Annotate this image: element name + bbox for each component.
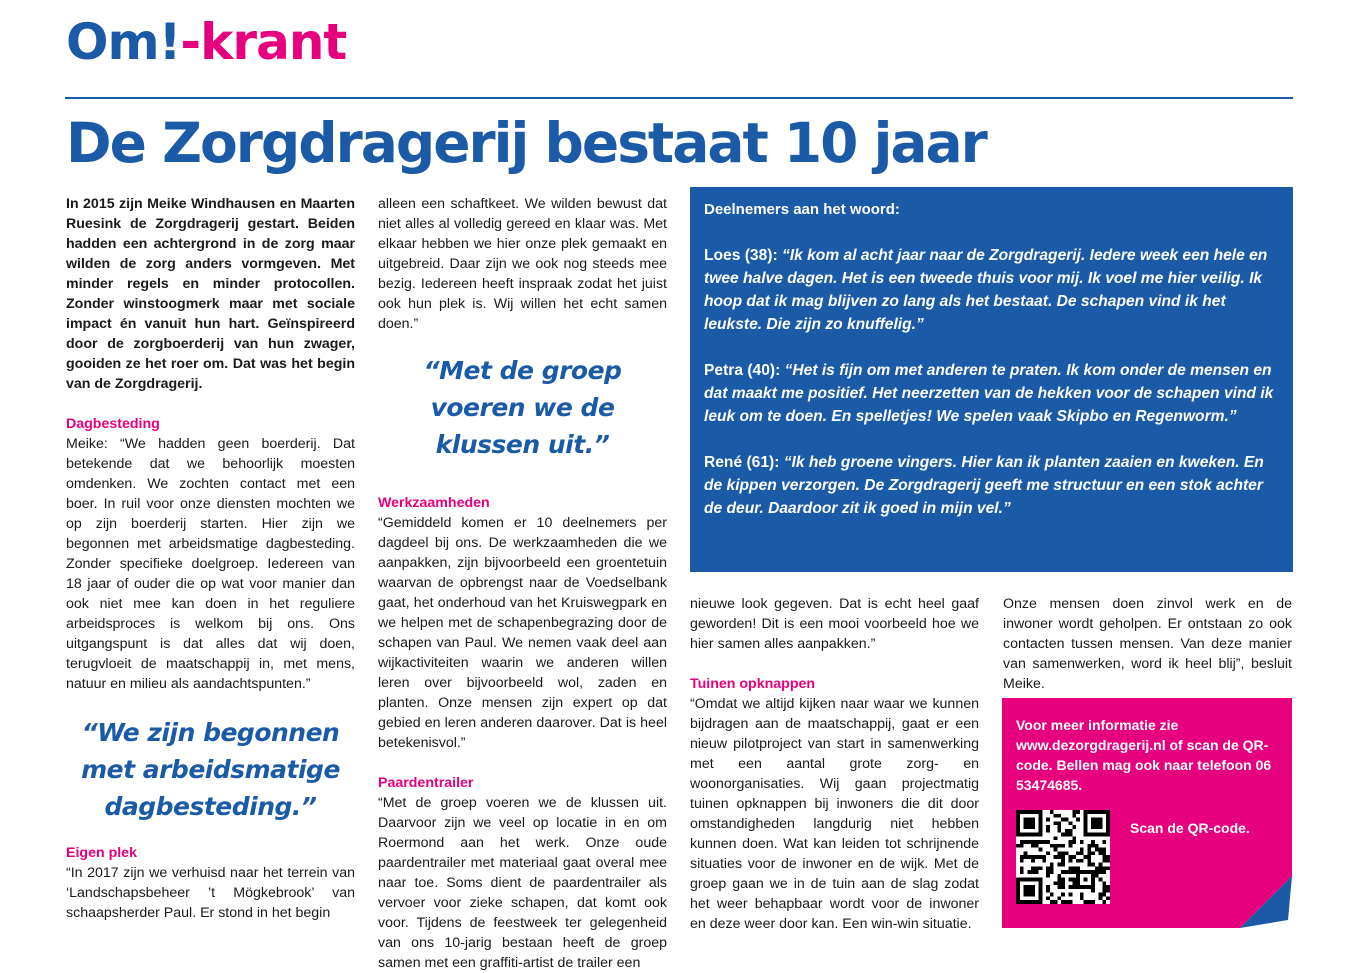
subheading-dagbesteding: Dagbesteding (66, 416, 160, 432)
article-column-1 (66, 194, 355, 923)
scan-qr-label: Scan de QR-code. (1130, 820, 1250, 836)
article-column-3 (690, 594, 979, 934)
paragraph-werkzaamheden: “Gemiddeld komen er 10 deelnemers per dagdeel bij ons. De werkzaamheden die we aanpakken, zijn bijvoorbeeld een groentetuin waarvan de opbrengst naar de Voedselbank gaat, het onderhoud van het Kruiswegpark en we helpen met de schapenbegrazing door de schapen van Paul. We nemen vaak deel aan wijkactiviteiten waarin we anderen willen leren over bijvoorbeeld wol, zaden en planten. Onze mensen zijn expert op dat gebied en leren anderen daarover. Dat is heel betekenisvol.” (378, 515, 667, 751)
pull-quote-2: “Met de groep voeren we de klussen uit.” (423, 356, 622, 459)
paragraph-dagbesteding: Meike: “We hadden geen boerderij. Dat betekende dat we behoorlijk moesten omdenken. We zochten contact met een boer. In ruil voor onze diensten mochten we op zijn boerderij starten. Hier zijn we begonnen met arbeidsmatige dagbesteding. Zonder specifieke doelgroep. Iedereen van 18 jaar of ouder die op wat voor manier dan ook niet mee kan doen in het reguliere arbeidsproces is welkom bij ons. Ons uitgangspunt is dat alles dat wij doen, terugvloeit de maatschappij in, met mens, natuur en milieu als aandachtspunten.” (66, 436, 355, 692)
paragraph-nieuwe-look: nieuwe look gegeven. Dat is echt heel gaaf geworden! Dit is een mooi voorbeeld hoe we hier samen alles aanpakken.” (690, 596, 979, 652)
paragraph-paardentrailer: “Met de groep voeren we de klussen uit. Daarvoor zijn we veel op locatie in en om Roermond aan het werk. Onze oude paardentrailer met materiaal gaat overal mee naar toe. Soms dient de paardentrailer als vervoer voor zieke schapen, dat komt ook voor. Tijdens de feestweek ter gelegenheid van ons 10-jarig bestaan heeft de groep samen met een graffiti-artist de trailer een (378, 795, 667, 971)
participant-quote-rene (704, 451, 1279, 520)
participant-text: “Ik kom al acht jaar naar de Zorgdragerij. Iedere week een hele en twee halve dagen. Het is een tweede thuis voor mij. Ik voel me hier veilig. Ik hoop dat ik mag blijven zo lang als het bestaat. De schapen vind ik het leukste. Die zijn zo knuffelig.” (704, 247, 1268, 333)
paragraph-slot: Onze mensen doen zinvol werk en de inwoner wordt geholpen. Er ontstaan zo ook contacten tussen mensen. Van deze manier van samenwerken, word ik heel blij”, besluit Meike. (1003, 596, 1292, 692)
participant-name: René (61): (704, 454, 780, 471)
participant-quote-petra (704, 359, 1279, 428)
participants-box-title: Deelnemers aan het woord: (704, 201, 900, 218)
info-text: Voor meer informatie zie www.dezorgdragerij.nl of scan de QR-code. Bellen mag ook naar telefoon 06 53474685. (1016, 717, 1272, 793)
participant-text: “Ik heb groene vingers. Hier kan ik planten zaaien en kweken. En de kippen verzorgen. De Zorgdragerij geeft me structuur en een stok achter de deur. Daardoor zit ik goed in mijn vel.” (704, 454, 1264, 517)
masthead-part-2: -krant (180, 13, 347, 71)
article-column-4 (1003, 594, 1292, 694)
paragraph-tuinen-opknappen: “Omdat we altijd kijken naar waar we kunnen bijdragen aan de maatschappij, gaat er een nieuw pilotproject van start in samenwerking met een aantal grote zorg- en woonorganisaties. Wij gaan projectmatig tuinen opknappen bij inwoners die dit door omstandigheden langdurig niet hebben kunnen doen. Wat kan leiden tot schrijnende situaties voor de inwoner en de wijk. Met de groep gaan we in de tuin aan de slag zodat het weer behapbaar wordt voor de inwoner en deze weer door kan. Een win-win situatie. (690, 696, 979, 932)
participants-box (690, 187, 1293, 572)
masthead-part-1: Om! (66, 13, 181, 71)
article-column-2 (378, 194, 667, 973)
qr-code[interactable] (1016, 810, 1110, 904)
pull-quote-1: “We zijn begonnen met arbeidsmatige dagbesteding.” (81, 718, 340, 821)
page-curl-corner (1240, 876, 1292, 928)
participant-name: Loes (38): (704, 247, 778, 264)
article-headline: De Zorgdragerij bestaat 10 jaar (66, 111, 986, 175)
participant-name: Petra (40): (704, 362, 781, 379)
participant-text: “Het is fijn om met anderen te praten. Ik kom onder de mensen en dat maakt me positief. Het neerzetten van de hekken voor de schapen vind ik leuk om te doen. En spelletjes! We spelen vaak Skipbo en Regenworm.” (704, 362, 1274, 425)
subheading-werkzaamheden: Werkzaamheden (378, 495, 490, 511)
subheading-eigen-plek: Eigen plek (66, 845, 137, 861)
subheading-paardentrailer: Paardentrailer (378, 775, 474, 791)
header-divider (65, 97, 1293, 99)
paragraph-eigen-plek: “In 2017 zijn we verhuisd naar het terrein van ‘Landschapsbeheer ’t Mögkebrook’ van schaapsherder Paul. Er stond in het begin (66, 865, 355, 921)
info-box (1002, 698, 1292, 928)
subheading-tuinen-opknappen: Tuinen opknappen (690, 676, 816, 692)
masthead (66, 12, 346, 72)
participant-quote-loes (704, 244, 1279, 336)
lead-paragraph: In 2015 zijn Meike Windhausen en Maarten Ruesink de Zorgdragerij gestart. Beiden hadden een achtergrond in de zorg maar wilden de zorg anders vormgeven. Met minder regels en minder protocollen. Zonder winstoogmerk maar met sociale impact én vanuit hun hart. Geïnspireerd door de zorgboerderij van hun zwager, gooiden ze het roer om. Dat was het begin van de Zorgdragerij. (66, 196, 355, 392)
paragraph-schaftkeet: alleen een schaftkeet. We wilden bewust dat niet alles al volledig gereed en klaar was. Met elkaar hebben we hier onze plek gemaakt en uitgebreid. Daar zijn we ook nog steeds mee bezig. Iedereen heeft inspraak zodat het juist ook hun plek is. Wij willen het echt samen doen.” (378, 196, 667, 332)
